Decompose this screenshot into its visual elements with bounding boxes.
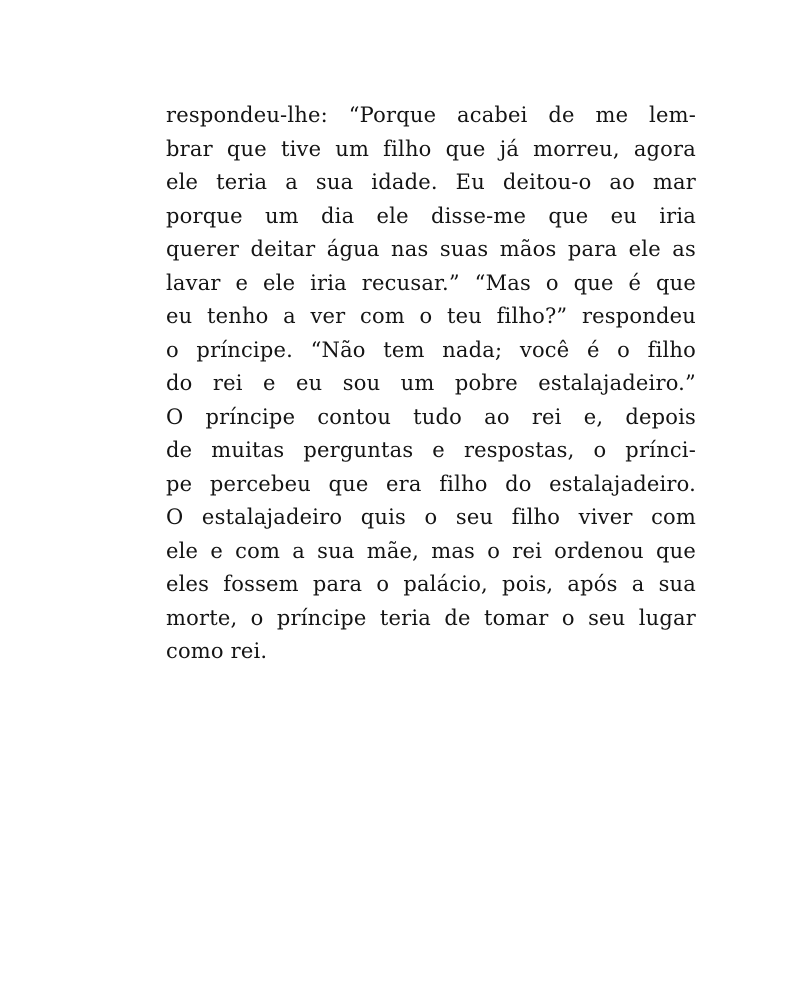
text-line-12: pe percebeu que era filho do estalajadeiro.	[166, 471, 696, 496]
text-line-9: do rei e eu sou um pobre estalajadeiro.”	[166, 371, 696, 395]
text-line-11: de muitas perguntas e respostas, o prínci-	[166, 438, 696, 462]
text-line-10: O príncipe contou tudo ao rei e, depois	[166, 404, 696, 429]
text-line-3: ele teria a sua idade. Eu deitou-o ao mar	[166, 170, 696, 194]
text-line-16: morte, o príncipe teria de tomar o seu lugar	[166, 605, 696, 630]
text-line-2: brar que tive um filho que já morreu, agora	[166, 136, 696, 161]
text-line-14: ele e com a sua mãe, mas o rei ordenou que	[166, 538, 696, 563]
text-line-4: porque um dia ele disse-me que eu iria	[166, 203, 696, 228]
text-line-13: O estalajadeiro quis o seu filho viver com	[166, 505, 696, 529]
text-line-5: querer deitar água nas suas mãos para ele as	[166, 237, 696, 261]
text-line-7: eu tenho a ver com o teu filho?” respondeu	[166, 304, 696, 328]
text-line-17: como rei.	[166, 639, 268, 663]
text-line-15: eles fossem para o palácio, pois, após a sua	[166, 572, 696, 596]
text-line-8: o príncipe. “Não tem nada; você é o filho	[166, 337, 696, 362]
text-line-6: lavar e ele iria recusar.” “Mas o que é que	[166, 270, 696, 295]
text-line-1: respondeu-lhe: “Porque acabei de me lem-	[166, 103, 696, 127]
story-paragraph	[166, 99, 696, 669]
